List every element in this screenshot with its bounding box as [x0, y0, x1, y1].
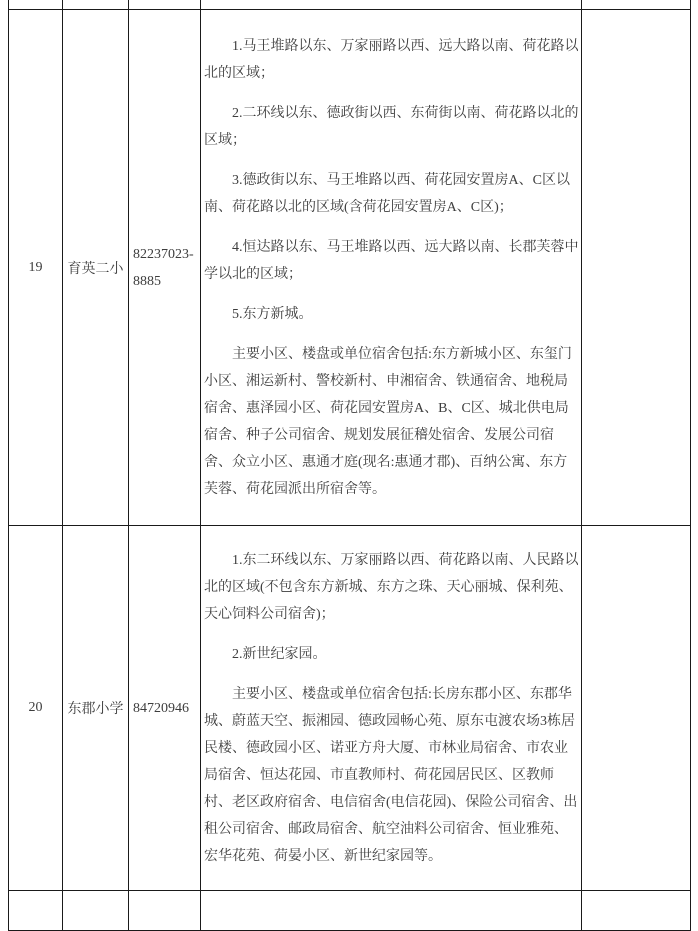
district-item: 5.东方新城。: [232, 306, 313, 322]
district-description-cell: [201, 10, 582, 526]
district-description-cell: [201, 526, 582, 891]
district-item: 2.新世纪家园。: [232, 646, 327, 662]
district-description-cell: [201, 0, 582, 10]
district-item: 4.恒达路以东、马王堆路以西、远大路以南、长郡芙蓉中学以北的区域；: [204, 239, 579, 282]
row-number-cell: [9, 526, 63, 891]
table-row-19: [9, 10, 691, 526]
empty-cell: [582, 526, 691, 891]
row-number: 20: [28, 700, 43, 715]
row-number-cell: [9, 0, 63, 10]
school-name-cell: [63, 10, 129, 526]
table-row-20: [9, 526, 691, 891]
phone-number-line: 82237023-: [133, 246, 194, 262]
phone-number-line: 84720946: [133, 700, 189, 716]
school-name-cell: [63, 0, 129, 10]
district-item: 3.德政街以东、马王堆路以西、荷花园安置房A、C区以南、荷花路以北的区域(含荷花园安置房A、C区)；: [204, 172, 570, 215]
district-item: 2.二环线以东、德政街以西、东荷街以南、荷花路以北的区域；: [204, 105, 579, 148]
school-district-table: [8, 0, 691, 931]
empty-cell: [582, 0, 691, 10]
partial-row-top: [9, 0, 691, 10]
school-name: 育英二小: [67, 261, 124, 277]
district-item: 1.东二环线以东、万家丽路以西、荷花路以南、人民路以北的区域(不包含东方新城、东方之珠、天心丽城、保利苑、天心饲料公司宿舍)；: [204, 552, 579, 622]
phone-cell: [129, 0, 201, 10]
district-item: 1.马王堆路以东、万家丽路以西、远大路以南、荷花路以北的区域；: [204, 38, 579, 81]
communities-list: 主要小区、楼盘或单位宿舍包括:长房东郡小区、东郡华城、蔚蓝天空、振湘园、德政园畅心苑、原东屯渡农场3栋居民楼、德政园小区、诺亚方舟大厦、市林业局宿舍、市农业局宿舍、恒达花园、市直教师村、荷花园居民区、区教师村、老区政府宿舍、电信宿舍(电信花园)、保险公司宿舍、出租公司宿舍、邮政局宿舍、航空油料公司宿舍、恒业雅苑、宏华花苑、荷晏小区、新世纪家园等。: [204, 686, 578, 864]
phone-cell: [129, 526, 201, 891]
row-number: 19: [28, 259, 43, 275]
row-number-cell: [9, 10, 63, 526]
empty-cell: [582, 10, 691, 526]
phone-number-line: 8885: [133, 273, 161, 289]
communities-list: 主要小区、楼盘或单位宿舍包括:东方新城小区、东玺门小区、湘运新村、警校新村、申湘宿舍、铁通宿舍、地税局宿舍、惠泽园小区、荷花园安置房A、B、C区、城北供电局宿舍、种子公司宿舍、规划发展征稽处宿舍、发展公司宿舍、众立小区、惠通才庭(现名:惠通才郡)、百纳公寓、东方芙蓉、荷花园派出所宿舍等。: [204, 346, 572, 497]
phone-cell: [129, 10, 201, 526]
school-name: 东郡小学: [67, 702, 124, 717]
school-name-cell: [63, 526, 129, 891]
